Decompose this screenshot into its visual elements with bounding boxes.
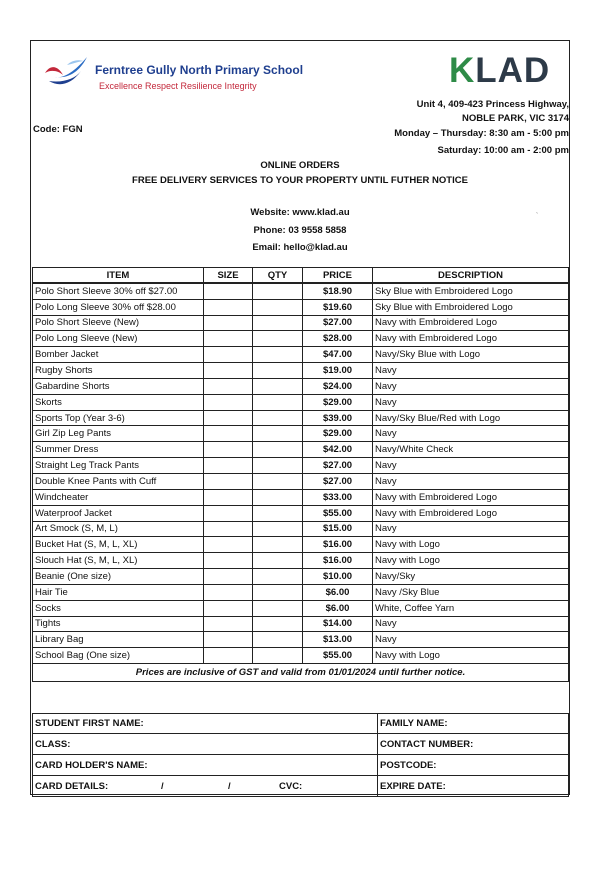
- bird-emblem-icon: [41, 53, 93, 93]
- description-cell: Navy/Sky: [373, 569, 569, 585]
- table-row: [33, 648, 569, 664]
- table-row: [33, 584, 569, 600]
- qty-cell[interactable]: [253, 299, 303, 315]
- item-cell: Summer Dress: [33, 442, 204, 458]
- table-row: [33, 521, 569, 537]
- form-row: [32, 734, 569, 755]
- price-cell: $16.00: [303, 553, 373, 569]
- table-row: [33, 632, 569, 648]
- delivery-notice: FREE DELIVERY SERVICES TO YOUR PROPERTY UNTIL FUTHER NOTICE: [132, 175, 468, 186]
- size-cell[interactable]: [204, 584, 253, 600]
- price-cell: $27.00: [303, 458, 373, 474]
- qty-cell[interactable]: [253, 537, 303, 553]
- price-cell: $29.00: [303, 426, 373, 442]
- price-cell: $39.00: [303, 410, 373, 426]
- qty-cell[interactable]: [253, 489, 303, 505]
- card-details-label: CARD DETAILS:: [35, 780, 109, 792]
- family-name-field[interactable]: FAMILY NAME:: [380, 718, 448, 729]
- item-cell: Polo Short Sleeve 30% off $27.00: [33, 283, 204, 299]
- header-size: SIZE: [204, 268, 253, 284]
- qty-cell[interactable]: [253, 505, 303, 521]
- price-cell: $19.00: [303, 363, 373, 379]
- price-cell: $14.00: [303, 616, 373, 632]
- school-code: Code: FGN: [33, 124, 83, 135]
- price-cell: $42.00: [303, 442, 373, 458]
- qty-cell[interactable]: [253, 283, 303, 299]
- website: Website: www.klad.au: [250, 207, 350, 218]
- size-cell[interactable]: [204, 553, 253, 569]
- description-cell: Navy: [373, 378, 569, 394]
- student-first-name-field[interactable]: STUDENT FIRST NAME:: [33, 714, 378, 733]
- price-cell: $33.00: [303, 489, 373, 505]
- klad-logo: KLAD: [449, 51, 551, 90]
- price-cell: $55.00: [303, 648, 373, 664]
- online-orders-title: ONLINE ORDERS: [260, 160, 340, 171]
- table-row: [33, 363, 569, 379]
- address-line1: Unit 4, 409-423 Princess Highway,: [416, 99, 569, 110]
- item-cell: Slouch Hat (S, M, L, XL): [33, 553, 204, 569]
- table-row: [33, 315, 569, 331]
- table-row: [33, 347, 569, 363]
- qty-cell[interactable]: [253, 569, 303, 585]
- item-cell: Skorts: [33, 394, 204, 410]
- item-cell: Library Bag: [33, 632, 204, 648]
- table-row: [33, 283, 569, 299]
- item-cell: Polo Long Sleeve (New): [33, 331, 204, 347]
- price-cell: $6.00: [303, 584, 373, 600]
- item-cell: Beanie (One size): [33, 569, 204, 585]
- customer-details-form: [32, 713, 569, 797]
- qty-cell[interactable]: [253, 632, 303, 648]
- description-cell: Navy with Logo: [373, 553, 569, 569]
- price-cell: $27.00: [303, 315, 373, 331]
- description-cell: Navy/Sky Blue with Logo: [373, 347, 569, 363]
- table-row: [33, 600, 569, 616]
- price-cell: $47.00: [303, 347, 373, 363]
- description-cell: Navy/White Check: [373, 442, 569, 458]
- table-row: [33, 299, 569, 315]
- table-row: [33, 378, 569, 394]
- size-cell[interactable]: [204, 331, 253, 347]
- table-row: [33, 616, 569, 632]
- table-row: [33, 473, 569, 489]
- item-cell: Bomber Jacket: [33, 347, 204, 363]
- card-holder-name-field[interactable]: CARD HOLDER'S NAME:: [33, 755, 378, 775]
- description-cell: Navy: [373, 473, 569, 489]
- size-cell[interactable]: [204, 632, 253, 648]
- item-cell: Double Knee Pants with Cuff: [33, 473, 204, 489]
- size-cell[interactable]: [204, 521, 253, 537]
- form-row: [32, 776, 569, 797]
- header-item: ITEM: [33, 268, 204, 284]
- size-cell[interactable]: [204, 442, 253, 458]
- description-cell: Sky Blue with Embroidered Logo: [373, 299, 569, 315]
- table-row: [33, 505, 569, 521]
- description-cell: Navy: [373, 616, 569, 632]
- header-description: DESCRIPTION: [373, 268, 569, 284]
- table-row: [33, 489, 569, 505]
- size-cell[interactable]: [204, 569, 253, 585]
- size-cell[interactable]: [204, 299, 253, 315]
- form-row: [32, 755, 569, 776]
- size-cell[interactable]: [204, 315, 253, 331]
- item-cell: Art Smock (S, M, L): [33, 521, 204, 537]
- description-cell: Navy /Sky Blue: [373, 584, 569, 600]
- scan-mark: ˎ: [536, 207, 539, 214]
- qty-cell[interactable]: [253, 600, 303, 616]
- table-row: [33, 331, 569, 347]
- price-cell: $18.90: [303, 283, 373, 299]
- card-details-field[interactable]: [33, 776, 378, 796]
- school-name: Ferntree Gully North Primary School: [95, 63, 304, 77]
- description-cell: Navy: [373, 394, 569, 410]
- qty-cell[interactable]: [253, 616, 303, 632]
- form-row: [32, 713, 569, 734]
- qty-cell[interactable]: [253, 648, 303, 664]
- hours-saturday: Saturday: 10:00 am - 2:00 pm: [437, 145, 569, 156]
- price-note-row: [33, 664, 569, 682]
- phone: Phone: 03 9558 5858: [253, 225, 347, 236]
- item-cell: School Bag (One size): [33, 648, 204, 664]
- item-cell: Gabardine Shorts: [33, 378, 204, 394]
- qty-cell[interactable]: [253, 347, 303, 363]
- item-cell: Tights: [33, 616, 204, 632]
- item-cell: Polo Short Sleeve (New): [33, 315, 204, 331]
- table-row: [33, 537, 569, 553]
- size-cell[interactable]: [204, 489, 253, 505]
- hours-weekday: Monday – Thursday: 8:30 am - 5:00 pm: [394, 128, 569, 139]
- description-cell: Navy with Logo: [373, 648, 569, 664]
- address-line2: NOBLE PARK, VIC 3174: [462, 113, 569, 124]
- class-field[interactable]: CLASS:: [33, 734, 378, 754]
- description-cell: Navy with Embroidered Logo: [373, 331, 569, 347]
- size-cell[interactable]: [204, 600, 253, 616]
- price-cell: $15.00: [303, 521, 373, 537]
- description-cell: Sky Blue with Embroidered Logo: [373, 283, 569, 299]
- description-cell: Navy: [373, 458, 569, 474]
- item-cell: Straight Leg Track Pants: [33, 458, 204, 474]
- table-row: [33, 410, 569, 426]
- qty-cell[interactable]: [253, 363, 303, 379]
- price-cell: $13.00: [303, 632, 373, 648]
- price-cell: $29.00: [303, 394, 373, 410]
- table-row: [33, 553, 569, 569]
- qty-cell[interactable]: [253, 315, 303, 331]
- qty-cell[interactable]: [253, 458, 303, 474]
- qty-cell[interactable]: [253, 378, 303, 394]
- card-separator: /: [228, 780, 231, 792]
- price-cell: $16.00: [303, 537, 373, 553]
- price-cell: $19.60: [303, 299, 373, 315]
- size-cell[interactable]: [204, 363, 253, 379]
- table-header-row: [33, 268, 569, 284]
- item-cell: Waterproof Jacket: [33, 505, 204, 521]
- contact-number-field[interactable]: CONTACT NUMBER:: [380, 738, 474, 750]
- price-cell: $24.00: [303, 378, 373, 394]
- price-cell: $55.00: [303, 505, 373, 521]
- price-cell: $10.00: [303, 569, 373, 585]
- table-row: [33, 426, 569, 442]
- item-cell: Rugby Shorts: [33, 363, 204, 379]
- item-cell: Bucket Hat (S, M, L, XL): [33, 537, 204, 553]
- price-cell: $28.00: [303, 331, 373, 347]
- expire-date-field[interactable]: EXPIRE DATE:: [380, 780, 446, 792]
- school-motto: Excellence Respect Resilience Integrity: [99, 81, 257, 91]
- qty-cell[interactable]: [253, 410, 303, 426]
- table-row: [33, 442, 569, 458]
- email: Email: hello@klad.au: [252, 242, 348, 253]
- description-cell: Navy with Logo: [373, 537, 569, 553]
- item-cell: Hair Tie: [33, 584, 204, 600]
- size-cell[interactable]: [204, 648, 253, 664]
- price-note: Prices are inclusive of GST and valid from 01/01/2024 until further notice.: [33, 664, 569, 682]
- size-cell[interactable]: [204, 505, 253, 521]
- qty-cell[interactable]: [253, 521, 303, 537]
- header-qty: QTY: [253, 268, 303, 284]
- description-cell: Navy: [373, 632, 569, 648]
- order-table: [32, 267, 569, 682]
- table-row: [33, 569, 569, 585]
- price-cell: $27.00: [303, 473, 373, 489]
- description-cell: Navy with Embroidered Logo: [373, 489, 569, 505]
- item-cell: Polo Long Sleeve 30% off $28.00: [33, 299, 204, 315]
- size-cell[interactable]: [204, 283, 253, 299]
- price-cell: $6.00: [303, 600, 373, 616]
- qty-cell[interactable]: [253, 426, 303, 442]
- qty-cell[interactable]: [253, 331, 303, 347]
- item-cell: Sports Top (Year 3-6): [33, 410, 204, 426]
- description-cell: White, Coffee Yarn: [373, 600, 569, 616]
- size-cell[interactable]: [204, 426, 253, 442]
- table-row: [33, 458, 569, 474]
- item-cell: Socks: [33, 600, 204, 616]
- description-cell: Navy with Embroidered Logo: [373, 315, 569, 331]
- size-cell[interactable]: [204, 410, 253, 426]
- postcode-field[interactable]: POSTCODE:: [380, 759, 437, 771]
- size-cell[interactable]: [204, 473, 253, 489]
- size-cell[interactable]: [204, 378, 253, 394]
- cvc-label: CVC:: [279, 780, 303, 792]
- description-cell: Navy: [373, 363, 569, 379]
- qty-cell[interactable]: [253, 553, 303, 569]
- description-cell: Navy/Sky Blue/Red with Logo: [373, 410, 569, 426]
- qty-cell[interactable]: [253, 442, 303, 458]
- description-cell: Navy: [373, 426, 569, 442]
- qty-cell[interactable]: [253, 394, 303, 410]
- size-cell[interactable]: [204, 616, 253, 632]
- description-cell: Navy with Embroidered Logo: [373, 505, 569, 521]
- size-cell[interactable]: [204, 347, 253, 363]
- size-cell[interactable]: [204, 537, 253, 553]
- qty-cell[interactable]: [253, 473, 303, 489]
- card-separator: /: [161, 780, 164, 792]
- qty-cell[interactable]: [253, 584, 303, 600]
- order-form-sheet: [30, 40, 570, 795]
- table-row: [33, 394, 569, 410]
- size-cell[interactable]: [204, 458, 253, 474]
- header-price: PRICE: [303, 268, 373, 284]
- item-cell: Girl Zip Leg Pants: [33, 426, 204, 442]
- item-cell: Windcheater: [33, 489, 204, 505]
- description-cell: Navy: [373, 521, 569, 537]
- size-cell[interactable]: [204, 394, 253, 410]
